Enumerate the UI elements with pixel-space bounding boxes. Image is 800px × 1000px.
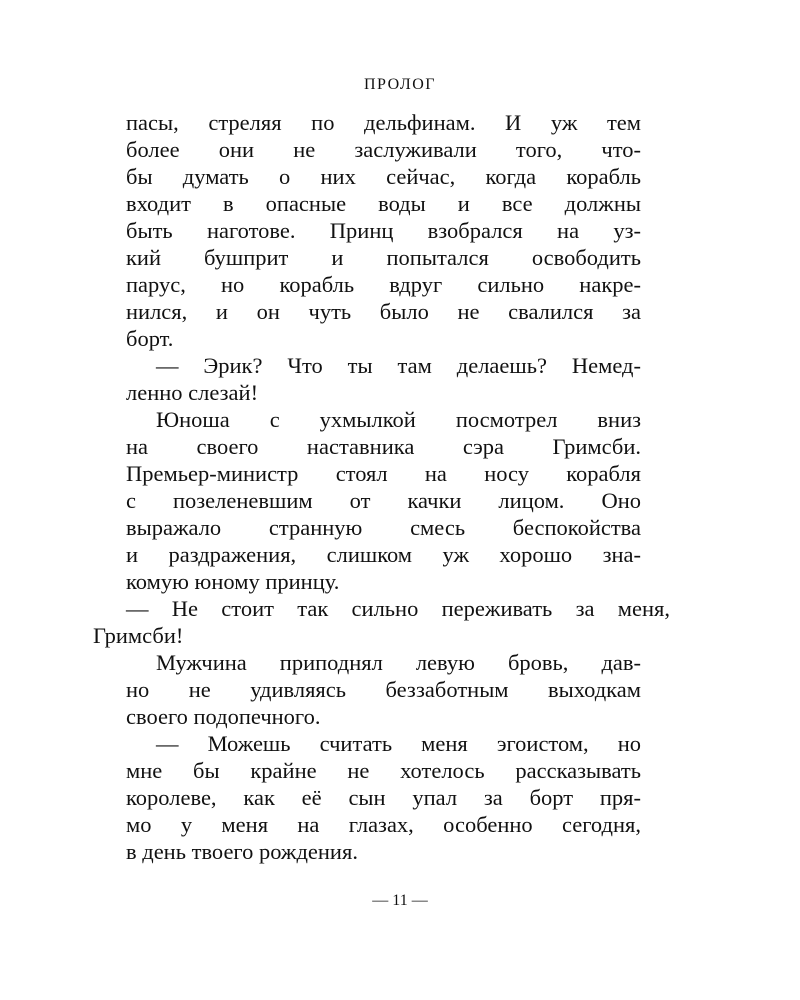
text-line: парус, но корабль вдруг сильно накре- (126, 272, 641, 297)
text-line: входит в опасные воды и все должны (126, 191, 641, 216)
text-line: и раздражения, слишком уж хорошо зна- (126, 542, 641, 567)
text-line: борт. (126, 326, 174, 351)
page-number: — 11 — (372, 892, 428, 909)
text-line: Гримсби! (93, 623, 184, 648)
text-line: мо у меня на глазах, особенно сегодня, (126, 812, 641, 837)
text-line: с позеленевшим от качки лицом. Оно (126, 488, 641, 513)
text-line: королеве, как её сын упал за борт пря- (126, 785, 641, 810)
text-line: кий бушприт и попытался освободить (126, 245, 641, 270)
text-line: ленно слезай! (126, 380, 259, 405)
text-line: но не удивляясь беззаботным выходкам (126, 677, 641, 702)
text-line: Мужчина приподнял левую бровь, дав- (156, 650, 641, 675)
text-line: — Эрик? Что ты там делаешь? Немед- (156, 353, 641, 378)
text-line: Юноша с ухмылкой посмотрел вниз (156, 407, 641, 432)
text-line: пасы, стреляя по дельфинам. И уж тем (126, 110, 641, 135)
text-line: быть наготове. Принц взобрался на уз- (126, 218, 641, 243)
text-line: мне бы крайне не хотелось рассказывать (126, 758, 641, 783)
text-line: более они не заслуживали того, что- (126, 137, 641, 162)
text-line: — Можешь считать меня эгоистом, но (156, 731, 641, 756)
text-line: — Не стоит так сильно переживать за меня, (126, 596, 670, 621)
text-line: своего подопечного. (126, 704, 321, 729)
text-line: Премьер-министр стоял на носу корабля (126, 461, 641, 486)
text-line: в день твоего рождения. (126, 839, 358, 864)
text-line: на своего наставника сэра Гримсби. (126, 434, 641, 459)
text-line: нился, и он чуть было не свалился за (126, 299, 641, 324)
running-head: ПРОЛОГ (363, 76, 437, 93)
text-line: выражало странную смесь беспокойства (126, 515, 641, 540)
text-line: комую юному принцу. (126, 569, 340, 594)
text-line: бы думать о них сейчас, когда корабль (126, 164, 641, 189)
